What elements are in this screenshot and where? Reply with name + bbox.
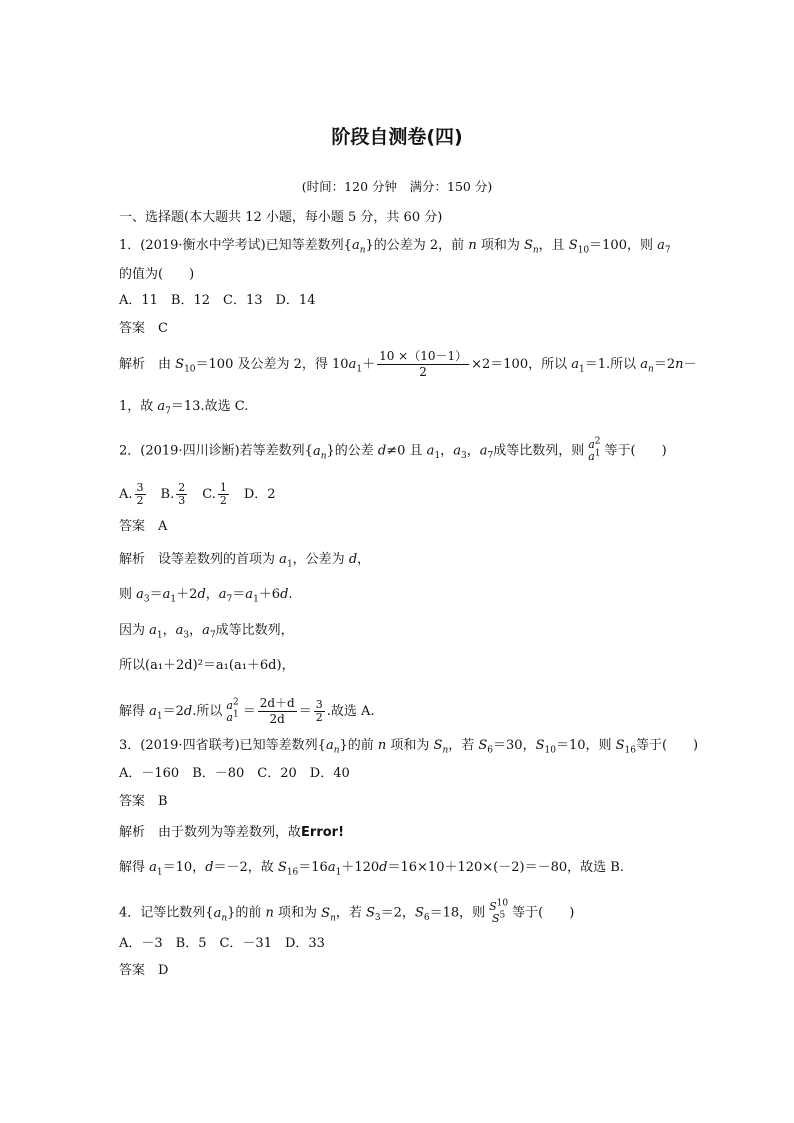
q4-options: A．－3 B．5 C．－31 D．33 (119, 936, 325, 951)
q1-analysis-line2: 1，故 $a_7=13$.故选 C. (119, 399, 249, 417)
q3-answer: 答案 B (119, 794, 168, 809)
section-heading: 一、选择题(本大题共 12 小题，每小题 5 分，共 60 分) (119, 210, 443, 225)
q2-analysis-3: 因为 $a_1$，$a_3$，$a_7$成等比数列， (119, 623, 294, 641)
q3-analysis-2: 解得 $a_1=10$，d＝－2，故 $S_{16}=16a_1+120d=16\times 10+120\times(-2)=-80$，故选 B. (119, 860, 624, 878)
q4-answer: 答案 D (119, 963, 169, 978)
q2-analysis-5: 解得 $a_1=2d$.所以 $a^2$ $a^1$ ＝ $\frac{2d+d}{2d}$ ＝ $\frac{3}{2}$ .故选 A. (119, 696, 375, 726)
q1-answer: 答案 C (119, 321, 168, 336)
q3-options: A．－160 B．－80 C．20 D．40 (119, 766, 350, 781)
q2-analysis-1: 解析 设等差数列的首项为 $a_1$，公差为 d， (119, 552, 371, 570)
q1-stem-line2: 的值为( ) (119, 267, 195, 282)
page-title: 阶段自测卷(四) (331, 126, 463, 148)
q3-analysis-1: 解析 由于数列为等差数列，故Error! (119, 825, 345, 840)
q1-options: A．11 B．12 C．13 D．14 (119, 293, 316, 308)
q2-stem: 2．(2019·四川诊断)若等差数列$\{a_n\}$的公差 d≠0 且 $a_1$，$a_3$，$a_7$成等比数列，则 $a^2$ $a^1$ 等于( ) (119, 436, 667, 463)
q2-options: A. $\frac{3}{2}$ B. $\frac{2}{3}$ C. $\frac{1}{2}$ D．2 (119, 481, 276, 507)
q2-answer: 答案 A (119, 519, 168, 534)
q2-analysis-4: 所以(a₁＋2d)²＝a₁(a₁＋6d)， (119, 658, 295, 673)
q2-analysis-2: 则 $a_3=a_1+2d$，$a_7=a_1+6d$. (119, 587, 293, 605)
q3-stem: 3．(2019·四省联考)已知等差数列$\{a_n\}$的前 n 项和为 $S_n$，若 $S_6=30$，$S_{10}=10$，则 $S_{16}$等于( ) (119, 738, 699, 756)
q2-ratio-fraction: $a^2$ $a^1$ (588, 436, 601, 463)
page-subtitle: (时间：120 分钟 满分：150 分) (301, 179, 493, 194)
q4-stem: 4．记等比数列$\{a_n\}$的前 n 项和为 $S_n$，若 $S_3=2$，$S_6=18$，则 $S^{10}$ $S^5$ 等于( ) (119, 898, 575, 925)
q1-fraction: $\frac{10 \times(10-1)}{2}$ (379, 349, 468, 379)
q1-analysis: 解析 由 $S_{10}=100$ 及公差为 2，得 $10a_1+$ $\frac{10 \times(10-1)}{2}$ ×2＝100，所以 $a_1=1$.所以 $a_n=2n-$ (119, 349, 697, 379)
q1-stem: 1．(2019·衡水中学考试)已知等差数列$\{a_n\}$的公差为 2，前 n 项和为 $S_n$，且 $S_{10}=100$，则 $a_7$ (119, 238, 671, 256)
